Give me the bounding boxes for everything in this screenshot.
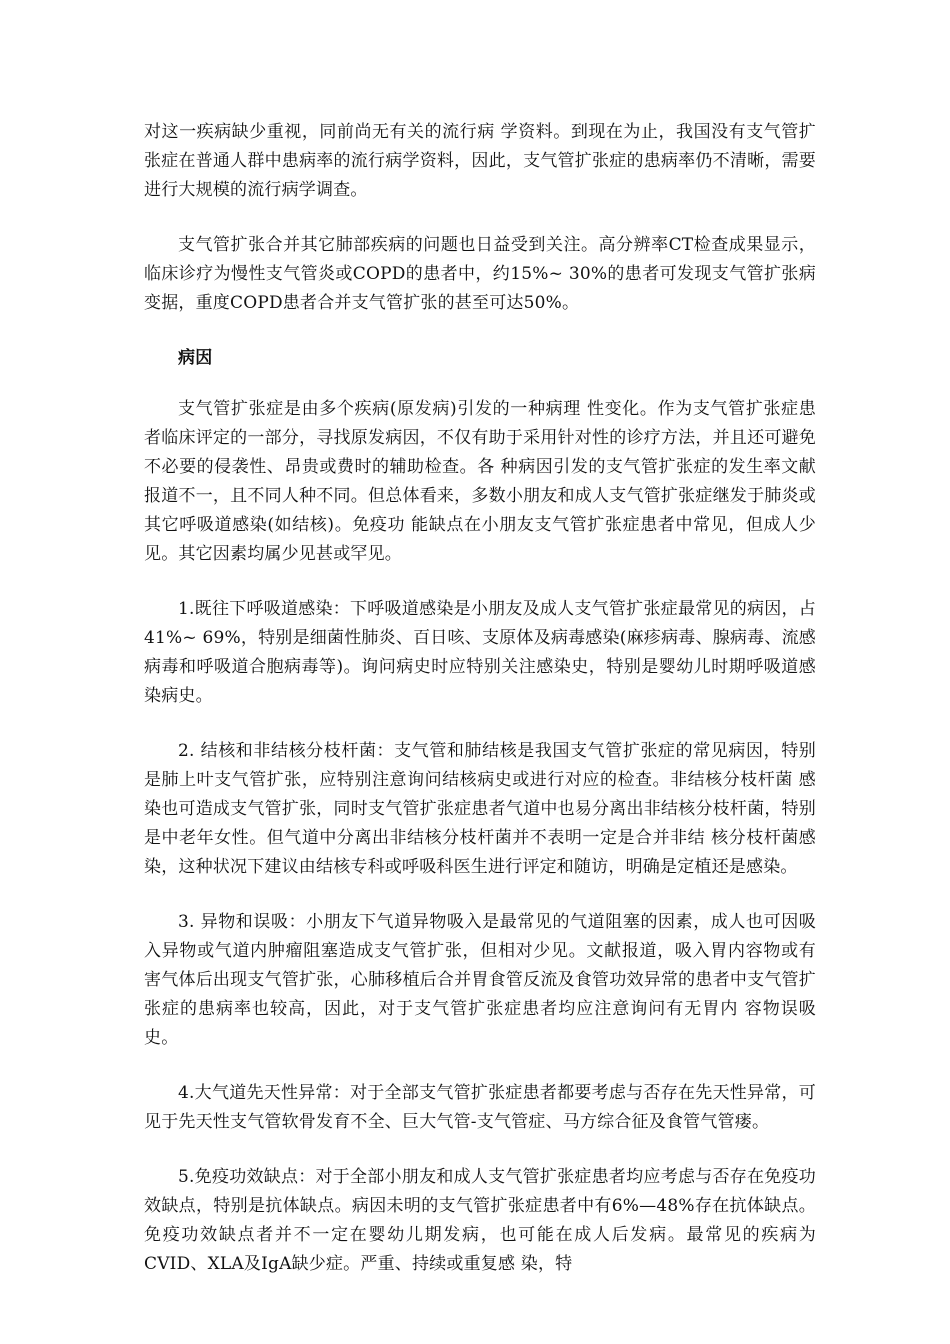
paragraph-cause-intro: 支气管扩张症是由多个疾病(原发病)引发的一种病理 性变化。作为支气管扩张症患者临床评定的一部分，寻找原发病因，不仅有助于采用针对性的诊疗方法，并且还可避免不必要的侵袭性、昂贵或费时的辅助检查。各 种病因引发的支气管扩张症的发生率文献报道不一，且不同人种不同。但总体看来，多数小朋友和成人支气管扩张症继发于肺炎或其它呼吸道感染(如结核)。免疫功 能缺点在小朋友支气管扩张症患者中常见，但成人少见。其它因素均属少见甚或罕见。 <box>144 399 816 564</box>
paragraph-epidemiology-continued: 对这一疾病缺少重视，同前尚无有关的流行病 学资料。到现在为止，我国没有支气管扩张症在普通人群中患病率的流行病学资料，因此，支气管扩张症的患病率仍不清晰，需要进行大规模的流行病学调查。 <box>144 122 816 200</box>
list-item-congenital-abnormality: 4.大气道先天性异常：对于全部支气管扩张症患者都要考虑与否存在先天性异常，可见于先天性支气管软骨发育不全、巨大气管-支气管症、马方综合征及食管气管瘘。 <box>144 1083 816 1132</box>
list-item-lower-respiratory-infection: 1.既往下呼吸道感染：下呼吸道感染是小朋友及成人支气管扩张症最常见的病因，占41%~ 69%，特别是细菌性肺炎、百日咳、支原体及病毒感染(麻疹病毒、腺病毒、流感病毒和呼吸道合胞病毒等)。询问病史时应特别关注感染史，特别是婴幼儿时期呼吸道感染病史。 <box>144 599 816 706</box>
list-item-tuberculosis: 2. 结核和非结核分枝杆菌：支气管和肺结核是我国支气管扩张症的常见病因，特别是肺上叶支气管扩张，应特别注意询问结核病史或进行对应的检查。非结核分枝杆菌 感染也可造成支气管扩张，同时支气管扩张症患者气道中也易分离出非结核分枝杆菌，特别是中老年女性。但气道中分离出非结核分枝杆菌并不表明一定是合并非结 核分枝杆菌感染，这种状况下建议由结核专科或呼吸科医生进行评定和随访，明确是定植还是感染。 <box>144 741 816 877</box>
paragraph-comorbidity: 支气管扩张合并其它肺部疾病的问题也日益受到关注。高分辨率CT检查成果显示，临床诊疗为慢性支气管炎或COPD的患者中，约15%~ 30%的患者可发现支气管扩张病变据，重度COPD患者合并支气管扩张的甚至可达50%。 <box>144 235 816 313</box>
section-heading-cause: 病因 <box>178 348 213 368</box>
list-item-aspiration: 3. 异物和误吸：小朋友下气道异物吸入是最常见的气道阻塞的因素，成人也可因吸入异物或气道内肿瘤阻塞造成支气管扩张，但相对少见。文献报道，吸入胃内容物或有 害气体后出现支气管扩张，心肺移植后合并胃食管反流及食管功效异常的患者中支气管扩张症的患病率也较高，因此，对于支气管扩张症患者均应注意询问有无胃内 容物误吸史。 <box>144 912 816 1048</box>
list-item-immune-deficiency: 5.免疫功效缺点：对于全部小朋友和成人支气管扩张症患者均应考虑与否存在免疫功效缺点，特别是抗体缺点。病因未明的支气管扩张症患者中有6%—48%存在抗体缺点。免疫功效缺点者并不一定在婴幼儿期发病，也可能在成人后发病。最常见的疾病为CVID、XLA及IgA缺少症。严重、持续或重复感 染，特 <box>144 1167 816 1274</box>
document-page <box>144 118 816 1279</box>
